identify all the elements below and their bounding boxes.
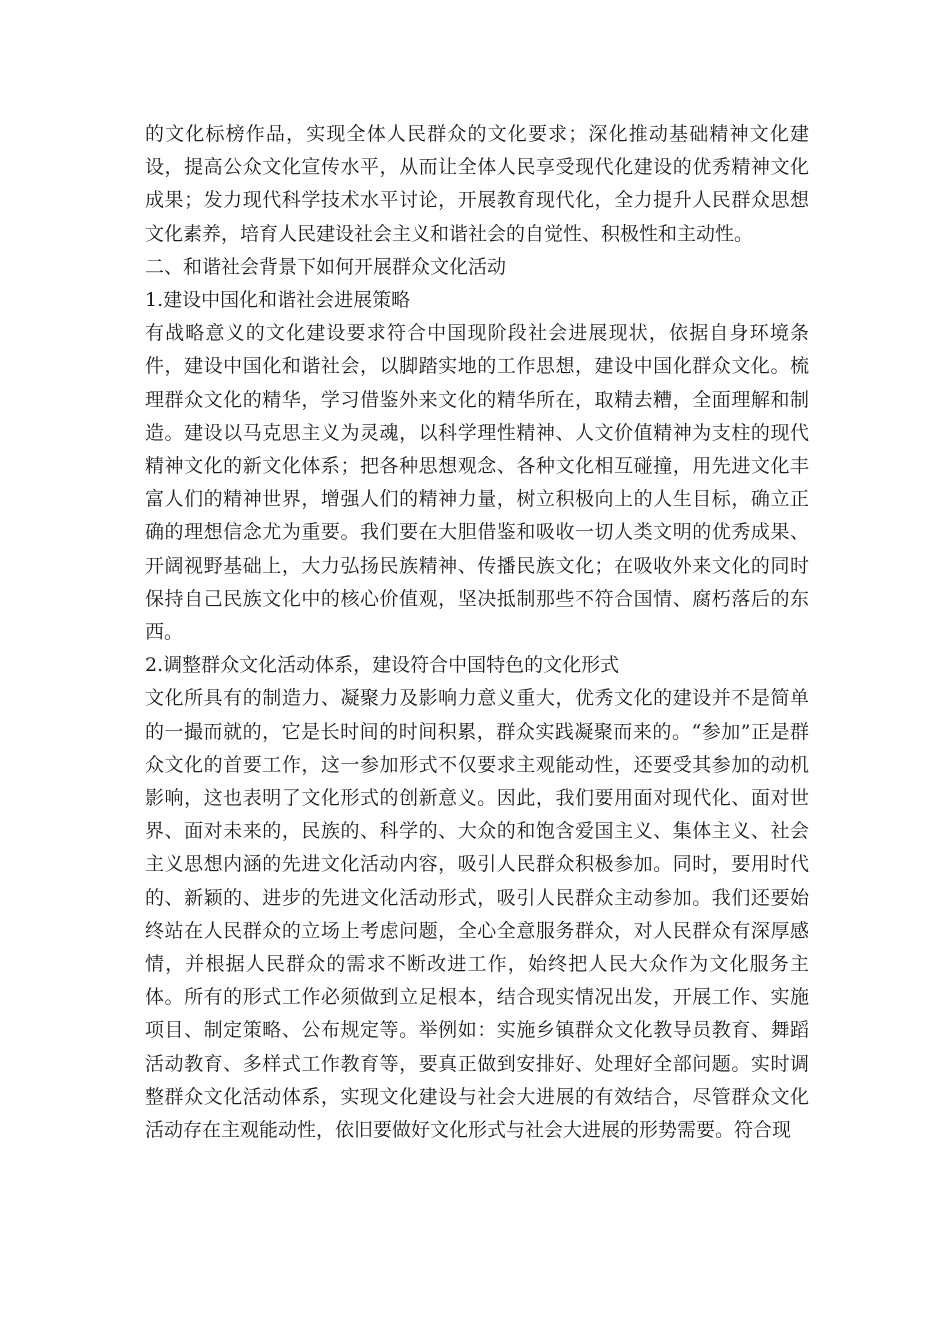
paragraph-strategy: 有战略意义的文化建设要求符合中国现阶段社会进展现状，依据自身环境条件，建设中国化和谐社会，以脚踏实地的工作思想，建设中国化群众文化。梳理群众文化的精华，学习借鉴外来文化的精华所在，取精去糟，全面理解和制造。建设以马克思主义为灵魂，以科学理性精神、人文价值精神为支柱的现代精神文化的新文化体系；把各种思想观念、各种文化相互碰撞，用先进文化丰富人们的精神世界，增强人们的精神力量，树立积极向上的人生目标，确立正确的理想信念尤为重要。我们要在大胆借鉴和吸收一切人类文明的优秀成果、开阔视野基础上，大力弘扬民族精神、传播民族文化；在吸收外来文化的同时保持自己民族文化中的核心价值观，坚决抵制那些不符合国情、腐朽落后的东西。: [145, 322, 809, 644]
subheading-activity-system: 2.调整群众文化活动体系，建设符合中国特色的文化形式: [145, 654, 620, 677]
document-body: [145, 118, 809, 1147]
subheading-strategy: 1.建设中国化和谐社会进展策略: [145, 289, 411, 312]
paragraph-culture-goals: 的文化标榜作品，实现全体人民群众的文化要求；深化推动基础精神文化建设，提高公众文化宣传水平，从而让全体人民享受现代化建设的优秀精神文化成果；发力现代科学技术水平讨论，开展教育现代化，全力提升人民群众思想文化素养，培育人民建设社会主义和谐社会的自觉性、积极性和主动性。: [145, 123, 809, 245]
section-heading: 二、和谐社会背景下如何开展群众文化活动: [145, 255, 507, 278]
paragraph-activity-system: 文化所具有的制造力、凝聚力及影响力意义重大，优秀文化的建设并不是简单的一撮而就的，它是长时间的时间积累，群众实践凝聚而来的。“参加”正是群众文化的首要工作，这一参加形式不仅要求主观能动性，还要受其参加的动机影响，这也表明了文化形式的创新意义。因此，我们要用面对现代化、面对世界、面对未来的，民族的、科学的、大众的和饱含爱国主义、集体主义、社会主义思想内涵的先进文化活动内容，吸引人民群众积极参加。同时，要用时代的、新颖的、进步的先进文化活动形式，吸引人民群众主动参加。我们还要始终站在人民群众的立场上考虑问题，全心全意服务群众，对人民群众有深厚感情，并根据人民群众的需求不断改进工作，始终把人民大众作为文化服务主体。所有的形式工作必须做到立足根本，结合现实情况出发，开展工作、实施项目、制定策略、公布规定等。举例如：实施乡镇群众文化教导员教育、舞蹈活动教育、多样式工作教育等，要真正做到安排好、处理好全部问题。实时调整群众文化活动体系，实现文化建设与社会大进展的有效结合，尽管群众文化活动存在主观能动性，依旧要做好文化形式与社会大进展的形势需要。符合现: [145, 687, 809, 1142]
